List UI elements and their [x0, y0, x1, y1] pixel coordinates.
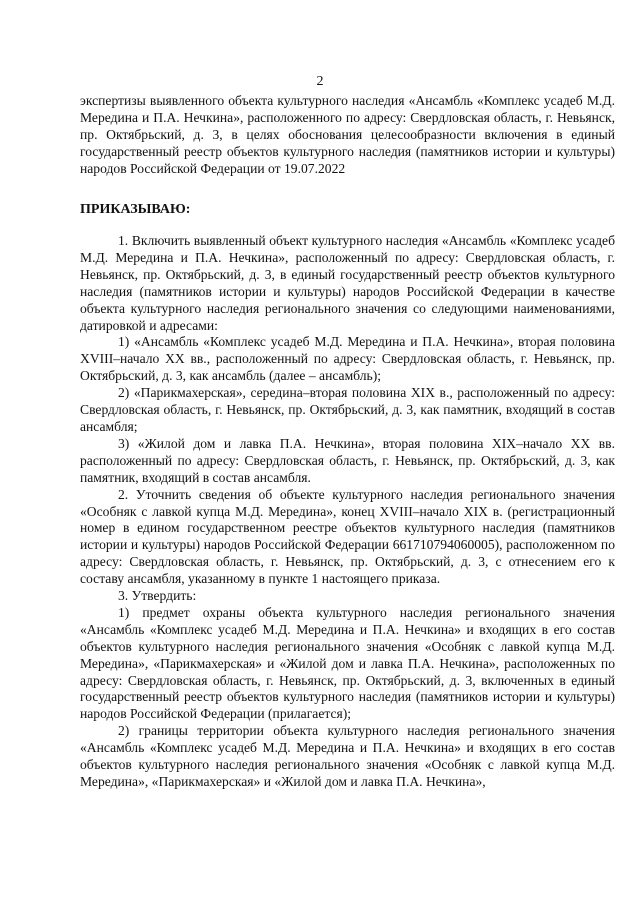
paragraph-subitem-1-1: 1) «Ансамбль «Комплекс усадеб М.Д. Мередина и П.А. Нечкина», вторая половина XVIII–начало XX вв., расположенный по адресу: Свердловская область, г. Невьянск, пр. Октябрьский, д. 3, как ансамбль (далее – ансамбль);: [80, 334, 615, 384]
order-heading: ПРИКАЗЫВАЮ:: [80, 202, 191, 217]
paragraph-subitem-1-3: 3) «Жилой дом и лавка П.А. Нечкина», вторая половина XIX–начало XX вв. расположенный по адресу: Свердловская область, г. Невьянск, пр. Октябрьский, д. 3, как памятник, входящий в состав ансамбля.: [80, 435, 615, 485]
order-body: [80, 233, 615, 791]
intro-paragraph: экспертизы выявленного объекта культурного наследия «Ансамбль «Комплекс усадеб М.Д. Мередина и П.А. Нечкина», расположенного по адресу: Свердловская область, г. Невьянск, пр. Октябрьский, д. 3, в целях обоснования целесообразности включения в единый государственный реестр объектов культурного наследия (памятников истории и культуры) народов Российской Федерации от 19.07.2022: [80, 93, 615, 176]
paragraph-subitem-3-1: 1) предмет охраны объекта культурного наследия регионального значения «Ансамбль «Комплекс усадеб М.Д. Мередина и П.А. Нечкина» и входящих в его состав объектов культурного наследия регионального значения «Особняк с лавкой купца М.Д. Мередина», «Парикмахерская» и «Жилой дом и лавка П.А. Нечкина», расположенных по адресу: Свердловская область, г. Невьянск, пр. Октябрьский, д. 3, включенных в единый государственный реестр объектов культурного наследия (памятников истории и культуры) народов Российской Федерации (прилагается);: [80, 604, 615, 722]
intro-block: [80, 93, 615, 178]
page-number: 2: [316, 74, 324, 89]
paragraph-item-2: 2. Уточнить сведения об объекте культурного наследия регионального значения «Особняк с лавкой купца М.Д. Мередина», конец XVIII–начало XIX в. (регистрационный номер в едином государственном реестре объектов культурного наследия (памятников истории и культуры) народов Российской Федерации 661710794060005), расположенном по адресу: Свердловская область, г. Невьянск, пр. Октябрьский, д. 3, с отнесением его к составу ансамбля, указанному в пункте 1 настоящего приказа.: [80, 486, 615, 587]
paragraph-subitem-3-2: 2) границы территории объекта культурного наследия регионального значения «Ансамбль «Комплекс усадеб М.Д. Мередина и П.А. Нечкина» и входящих в его состав объектов культурного наследия регионального значения «Особняк с лавкой купца М.Д. Мередина», «Парикмахерская» и «Жилой дом и лавка П.А. Нечкина»,: [80, 723, 615, 789]
paragraph-subitem-1-2: 2) «Парикмахерская», середина–вторая половина XIX в., расположенный по адресу: Свердловская область, г. Невьянск, пр. Октябрьский, д. 3, как памятник, входящий в состав ансамбля;: [80, 385, 615, 434]
paragraph-item-1: 1. Включить выявленный объект культурного наследия «Ансамбль «Комплекс усадеб М.Д. Мередина и П.А. Нечкина», расположенный по адресу: Свердловская область, г. Невьянск, пр. Октябрьский, д. 3, в единый государственный реестр объектов культурного наследия (памятников истории и культуры) народов Российской Федерации в качестве объекта культурного наследия регионального значения со следующими наименованиями, датировкой и адресами:: [80, 233, 615, 333]
paragraph-item-3: 3. Утвердить:: [118, 588, 197, 604]
